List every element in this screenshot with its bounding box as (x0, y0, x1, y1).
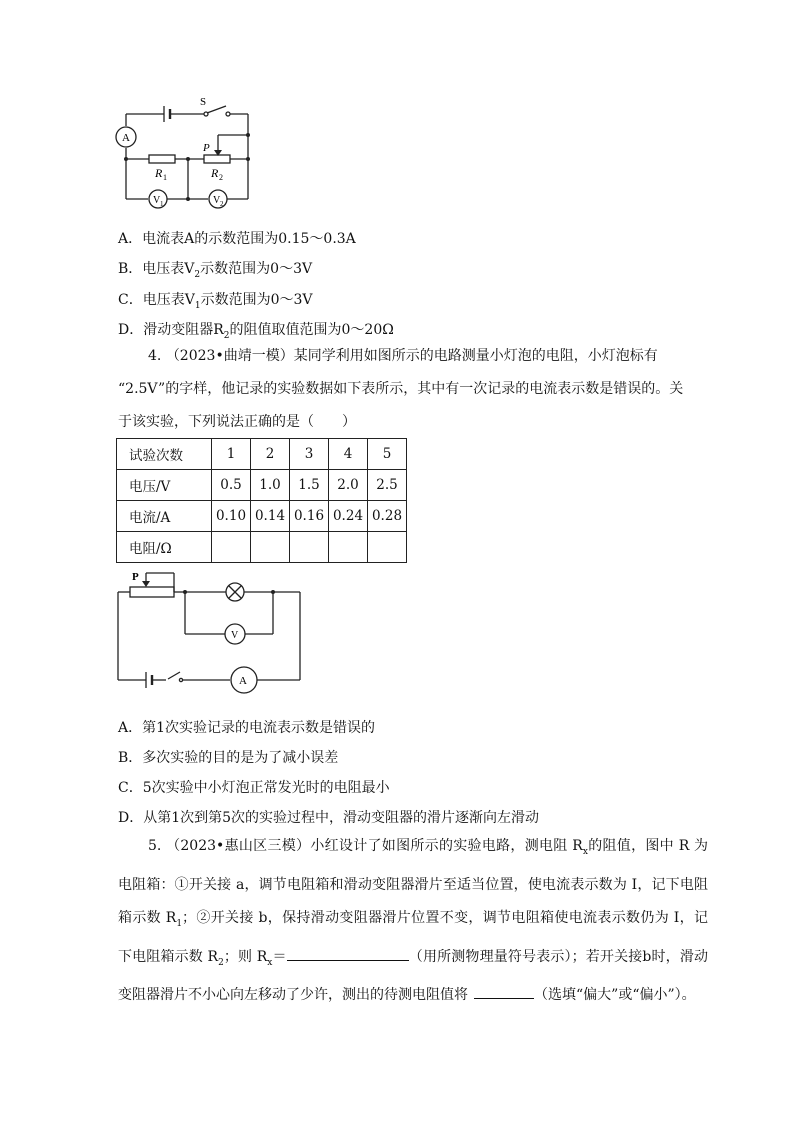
table-cell: 5 (368, 439, 407, 470)
table-cell: 0.28 (368, 501, 407, 532)
table-cell: 0.16 (290, 501, 329, 532)
table-cell: 3 (290, 439, 329, 470)
r1-resistor (149, 155, 175, 163)
table-cell: 0.24 (329, 501, 368, 532)
v2-label: V (213, 195, 221, 206)
r2-rheostat (204, 155, 230, 163)
table-row (117, 501, 407, 532)
q4-option-b: B．多次实验的目的是为了减小误差 (118, 750, 339, 766)
r1-label: R (155, 166, 163, 180)
v2-label-sub: 2 (220, 200, 224, 208)
answer-blank-bias[interactable] (474, 984, 534, 999)
r2-label-sub: 2 (219, 173, 223, 182)
v1-label-sub: 1 (160, 200, 164, 208)
table-cell (212, 532, 251, 563)
table-cell: 1.5 (290, 470, 329, 501)
q3-option-d: D．滑动变阻器$R_2$的阻值取值范围为0～20Ω (118, 322, 394, 341)
ammeter2-label: A (239, 675, 247, 687)
pointer-label-2: P (132, 571, 139, 583)
table-cell: 0.5 (212, 470, 251, 501)
table-row (117, 532, 407, 563)
table-cell: 0.14 (251, 501, 290, 532)
voltmeter-label: V (231, 630, 239, 641)
table-row (117, 439, 407, 470)
r2-label: R (211, 166, 219, 180)
q5-source: （2023•惠山区三模） (166, 838, 311, 854)
table-cell: 1 (212, 439, 251, 470)
q3-option-a: A．电流表A的示数范围为0.15～0.3A (118, 231, 356, 247)
table-cell: 电阻/Ω (117, 532, 212, 563)
ammeter-label: A (122, 132, 130, 144)
answer-blank-rx[interactable] (287, 946, 409, 961)
q4-data-table (116, 438, 407, 563)
r1-label-sub: 1 (163, 173, 167, 182)
q4-number: 4. (148, 348, 162, 364)
table-cell: 2 (251, 439, 290, 470)
table-cell: 电压/V (117, 470, 212, 501)
table-cell (329, 532, 368, 563)
switch-label: S (200, 96, 207, 108)
table-cell: 2.0 (329, 470, 368, 501)
q4-option-c: C．5次实验中小灯泡正常发光时的电阻最小 (118, 780, 390, 796)
v1-label: V (153, 195, 161, 206)
q3-option-b: B．电压表$V_2$示数范围为0～3V (118, 261, 313, 280)
rheostat-symbol (130, 587, 174, 597)
q4-source: （2023•曲靖一模） (165, 348, 294, 364)
q4-option-a: A．第1次实验记录的电流表示数是错误的 (118, 720, 376, 736)
q3-option-c: C．电压表$V_1$示数范围为0～3V (118, 292, 313, 311)
table-cell: 试验次数 (117, 439, 212, 470)
table-cell (368, 532, 407, 563)
pointer-label: P (203, 142, 210, 154)
table-cell: 2.5 (368, 470, 407, 501)
table-cell: 1.0 (251, 470, 290, 501)
circuit-diagram-2 (108, 568, 308, 696)
table-cell: 0.10 (212, 501, 251, 532)
q4-stem: 4. （2023•曲靖一模）某同学利用如图所示的电路测量小灯泡的电阻，小灯泡标有 “2.5V”的字样，他记录的实验数据如下表所示，其中有一次记录的电流表示数是错误的。关 于该实验，下列说法正确的是（ ） (118, 348, 684, 430)
slider-arrow-2 (142, 581, 150, 587)
table-cell (251, 532, 290, 563)
q5-number: 5. (148, 838, 162, 854)
table-row (117, 470, 407, 501)
switch2-blade (168, 672, 180, 679)
circuit-diagram-1 (108, 92, 268, 214)
q5-stem: 5. （2023•惠山区三模）小红设计了如图所示的实验电路，测电阻 $R_x$的阻值，图中 R 为电阻箱：①开关接 a，调节电阻箱和滑动变阻器滑片至适当位置，使电流表示数为 I，记下电阻箱示数 $R_1$；②开关接 b，保持滑动变阻器滑片位置不变，调节电阻箱使电流表示数仍为 I，记下电阻箱示数 $R_2$；则 $R_x=$ （用所测物理量符号表示）；若开关接b时，滑动变阻器滑片不小心向左移动了少许，测出的待测电阻值将 （选填“偏大”或“偏小”）。 (118, 838, 708, 1004)
table-cell: 电流/A (117, 501, 212, 532)
table-cell: 4 (329, 439, 368, 470)
q4-option-d: D．从第1次到第5次的实验过程中，滑动变阻器的滑片逐渐向左滑动 (118, 810, 540, 826)
table-cell (290, 532, 329, 563)
switch-blade (207, 106, 226, 113)
